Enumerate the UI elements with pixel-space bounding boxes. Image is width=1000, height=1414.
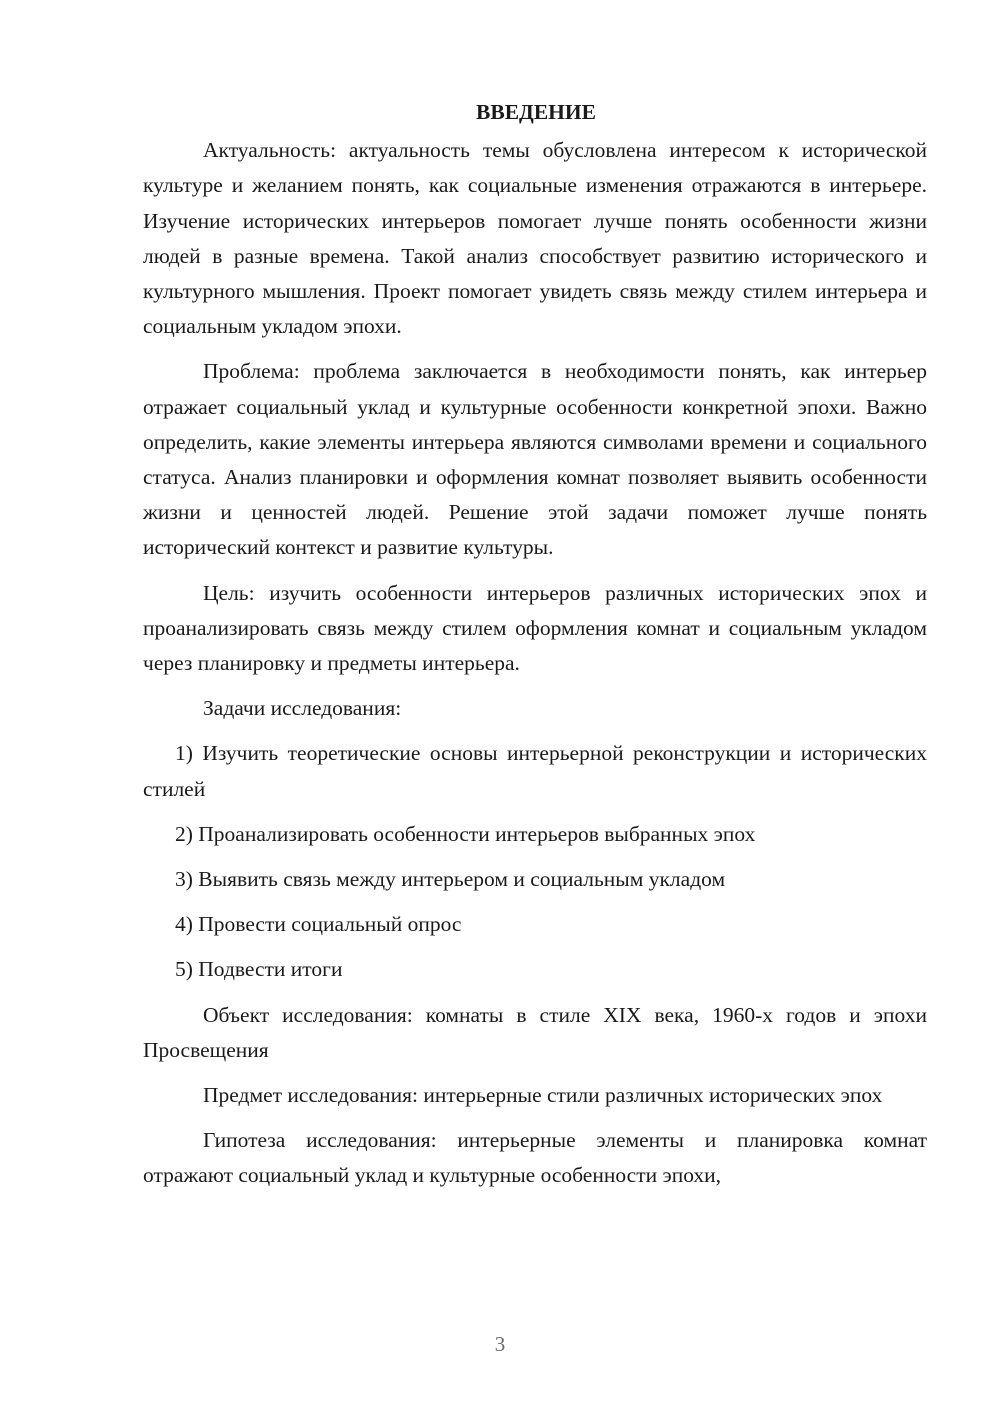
page-content bbox=[143, 95, 927, 1204]
problem-paragraph: Проблема: проблема заключается в необходимости понять, как интерьер отражает социальный уклад и культурные особенности конкретной эпохи. Важно определить, какие элементы интерьера являются символами времени и социального статуса. Анализ планировки и оформления комнат позволяет выявить особенности жизни и ценностей людей. Решение этой задачи поможет лучше понять исторический контекст и развитие культуры. bbox=[143, 359, 927, 560]
task-item-5: 5) Подвести итоги bbox=[175, 957, 343, 982]
hypothesis-paragraph: Гипотеза исследования: интерьерные элементы и планировка комнат отражают социальный уклад и культурные особенности эпохи, bbox=[143, 1128, 927, 1188]
task-item-2: 2) Проанализировать особенности интерьеров выбранных эпох bbox=[175, 821, 756, 846]
page-number: 3 bbox=[494, 1332, 506, 1356]
task-item-4: 4) Провести социальный опрос bbox=[175, 912, 462, 937]
section-heading: ВВЕДЕНИЕ bbox=[476, 100, 596, 124]
object-paragraph: Объект исследования: комнаты в стиле XIX века, 1960-х годов и эпохи Просвещения bbox=[143, 1002, 927, 1062]
task-item-1: 1) Изучить теоретические основы интерьерной реконструкции и исторических стилей bbox=[143, 741, 927, 801]
relevance-paragraph: Актуальность: актуальность темы обусловлена интересом к исторической культуре и желанием понять, как социальные изменения отражаются в интерьере. Изучение исторических интерьеров помогает лучше понять особенности жизни людей в разные времена. Такой анализ способствует развитию исторического и культурного мышления. Проект помогает увидеть связь между стилем интерьера и социальным укладом эпохи. bbox=[143, 138, 927, 339]
subject-paragraph: Предмет исследования: интерьерные стили различных исторических эпох bbox=[203, 1083, 883, 1108]
task-item-3: 3) Выявить связь между интерьером и социальным укладом bbox=[175, 867, 726, 892]
goal-paragraph: Цель: изучить особенности интерьеров различных исторических эпох и проанализировать связь между стилем оформления комнат и социальным укладом через планировку и предметы интерьера. bbox=[143, 580, 927, 676]
tasks-title: Задачи исследования: bbox=[203, 696, 402, 721]
